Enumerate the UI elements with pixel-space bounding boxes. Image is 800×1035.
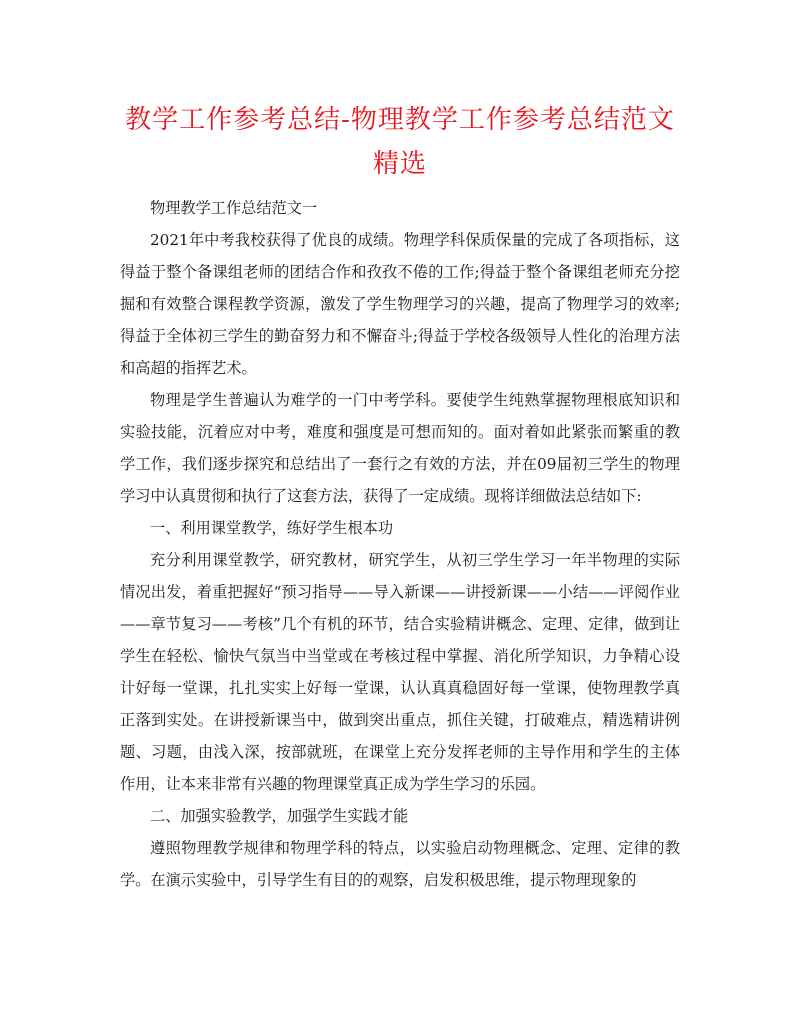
section-2-paragraph: 遵照物理教学规律和物理学科的特点，以实验启动物理概念、定理、定律的教学。在演示实验中，引导学生有目的的观察，启发积极思维，提示物理现象的 xyxy=(120,839,680,889)
section-1-paragraph: 充分利用课堂教学，研究教材，研究学生，从初三学生学习一年半物理的实际情况出发，着重把握好“预习指导——导入新课——讲授新课——小结——评阅作业——章节复习——考核”几个有机的环节，结合实验精讲概念、定理、定律，做到让学生在轻松、愉快气氛当中当堂或在考核过程中掌握、消化所学知识，力争精心设计好每一堂课，扎扎实实上好每一堂课，认认真真稳固好每一堂课，使物理教学真正落到实处。在讲授新课当中，做到突出重点，抓住关键，打破难点，精选精讲例题、习题，由浅入深，按部就班，在课堂上充分发挥老师的主导作用和学生的主体作用，让本来非常有兴趣的物理课堂真正成为学生学习的乐园。 xyxy=(120,551,680,793)
document-page xyxy=(120,98,680,896)
document-subtitle: 物理教学工作总结范文一 xyxy=(150,199,318,217)
document-title: 教学工作参考总结-物理教学工作参考总结范文精选 xyxy=(125,105,675,179)
section-1-heading: 一、利用课堂教学，练好学生根本功 xyxy=(150,519,393,537)
paragraph-1: 2021年中考我校获得了优良的成绩。物理学科保质保量的完成了各项指标，这得益于整个备课组老师的团结合作和孜孜不倦的工作;得益于整个备课组老师充分挖掘和有效整合课程教学资源，激发了学生物理学习的兴趣，提高了物理学习的效率;得益于全体初三学生的勤奋努力和不懈奋斗;得益于学校各级领导人性化的治理方法和高超的指挥艺术。 xyxy=(120,231,680,377)
paragraph-2: 物理是学生普遍认为难学的一门中考学科。要使学生纯熟掌握物理根底知识和实验技能，沉着应对中考，难度和强度是可想而知的。面对着如此紧张而繁重的教学工作，我们逐步探究和总结出了一套行之有效的方法，并在09届初三学生的物理学习中认真贯彻和执行了这套方法，获得了一定成绩。现将详细做法总结如下: xyxy=(120,391,680,505)
section-2-heading: 二、加强实验教学，加强学生实践才能 xyxy=(150,807,409,825)
